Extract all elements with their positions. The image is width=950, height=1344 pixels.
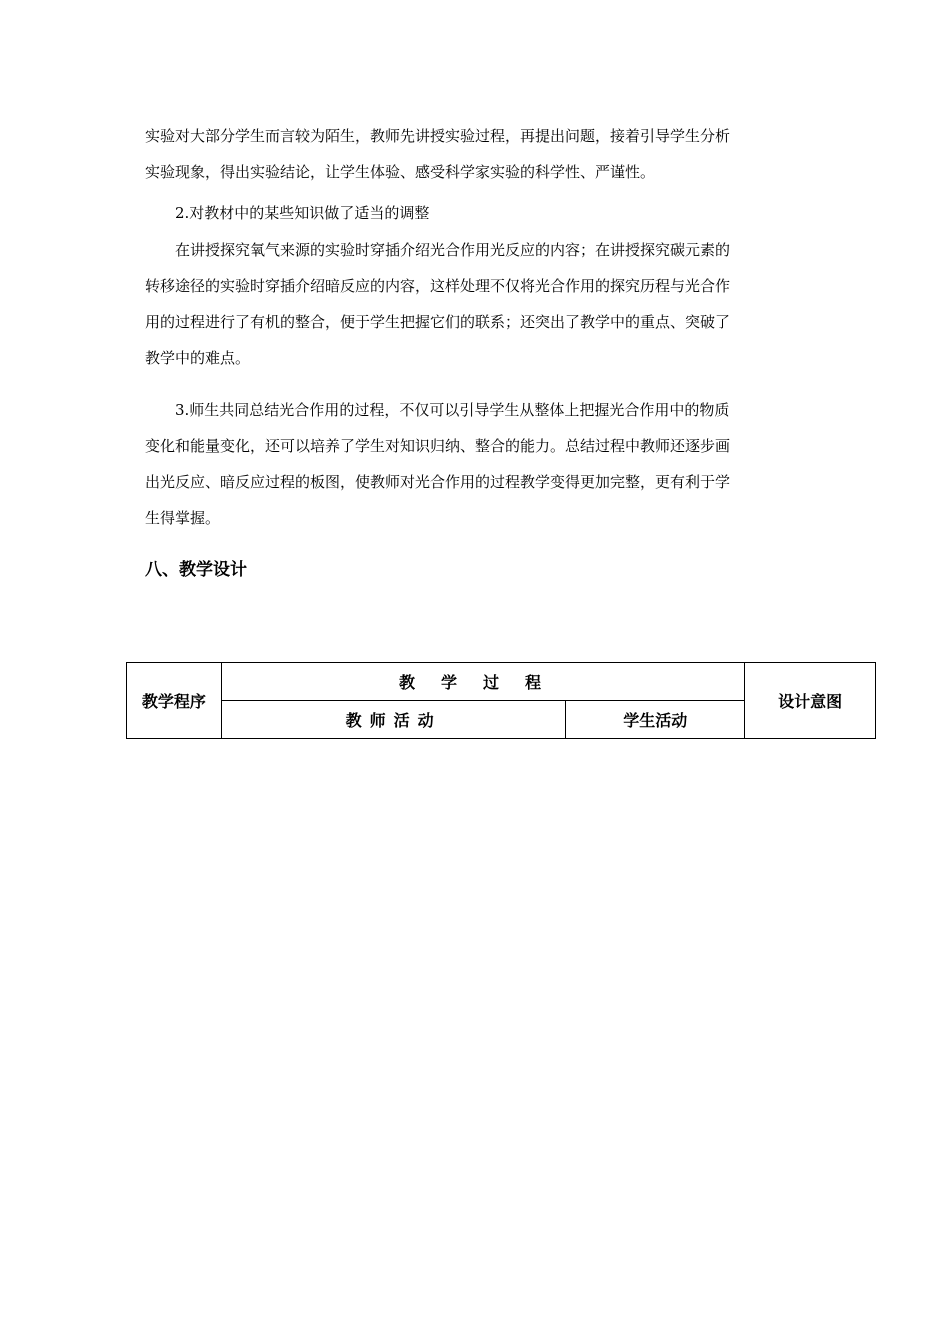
- header-teacher-activity: 教师活动: [221, 701, 566, 739]
- paragraph-3: [145, 232, 810, 376]
- paragraph-1: [145, 118, 810, 190]
- paragraph-line: 转移途径的实验时穿插介绍暗反应的内容，这样处理不仅将光合作用的探究历程与光合作: [145, 277, 731, 295]
- section-heading: 八、教学设计: [145, 560, 247, 580]
- paragraph-line: 实验现象，得出实验结论，让学生体验、感受科学家实验的科学性、严谨性。: [145, 163, 656, 181]
- header-design-intent: 设计意图: [745, 663, 876, 739]
- paragraph-2: 2.对教材中的某些知识做了适当的调整: [175, 204, 430, 222]
- paragraph-4: [145, 392, 810, 536]
- paragraph-line: 变化和能量变化，还可以培养了学生对知识归纳、整合的能力。总结过程中教师还逐步画: [145, 437, 731, 455]
- header-teaching-process: 教学过程: [221, 663, 744, 701]
- teaching-design-table: [126, 662, 876, 739]
- paragraph-line: 生得掌握。: [145, 509, 221, 527]
- paragraph-line: 用的过程进行了有机的整合，便于学生把握它们的联系；还突出了教学中的重点、突破了: [145, 313, 731, 331]
- paragraph-line: 教学中的难点。: [145, 349, 251, 367]
- paragraph-line: 出光反应、暗反应过程的板图，使教师对光合作用的过程教学变得更加完整，更有利于学: [145, 473, 731, 491]
- paragraph-line: 实验对大部分学生而言较为陌生，教师先讲授实验过程，再提出问题，接着引导学生分析: [145, 127, 731, 145]
- header-student-activity: 学生活动: [566, 701, 745, 739]
- paragraph-line: 3.师生共同总结光合作用的过程，不仅可以引导学生从整体上把握光合作用中的物质: [175, 401, 730, 419]
- header-teaching-program: 教学程序: [127, 663, 222, 739]
- table-header-row-1: [127, 663, 876, 701]
- paragraph-line: 在讲授探究氧气来源的实验时穿插介绍光合作用光反应的内容；在讲授探究碳元素的: [175, 241, 731, 259]
